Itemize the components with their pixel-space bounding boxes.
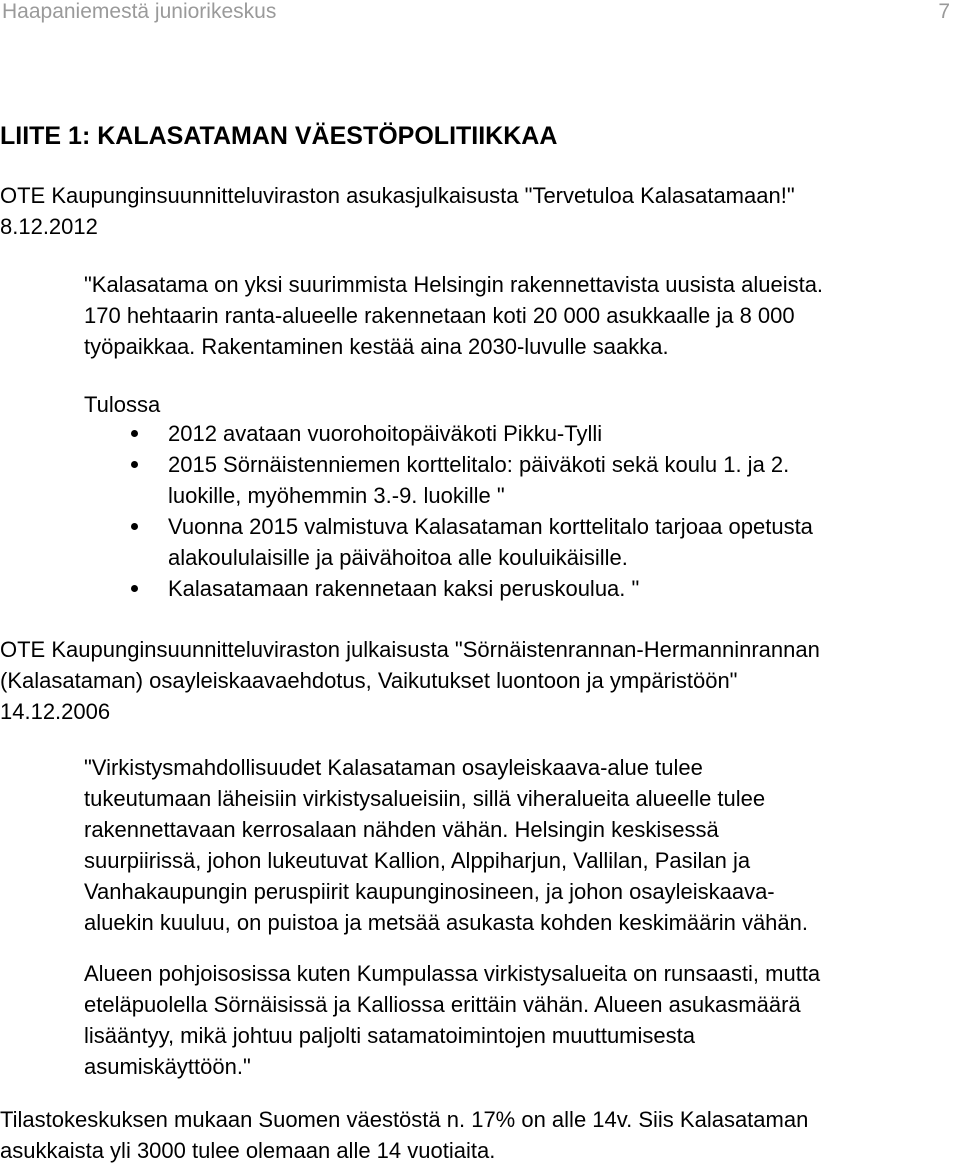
text-line: rakennettavaan kerrosalaan nähden vähän. Helsingin keskisessä [84, 817, 719, 842]
appendix-heading: LIITE 1: KALASATAMAN VÄESTÖPOLITIIKKAA [0, 122, 558, 150]
source-paragraph-1 [0, 180, 795, 242]
list-item [0, 511, 813, 573]
text-line: asumiskäyttöön." [84, 1054, 251, 1079]
conclusion-paragraph [0, 1104, 808, 1166]
header-title: Haapaniemestä juniorikeskus [2, 0, 277, 23]
text-line: 14.12.2006 [0, 699, 111, 724]
text-line: OTE Kaupunginsuunnitteluviraston julkaisusta "Sörnäistenrannan-Hermanninrannan [0, 637, 820, 662]
text-line: 2012 avataan vuorohoitopäiväkoti Pikku-Tylli [168, 421, 603, 446]
tulossa-label: Tulossa [84, 392, 161, 417]
text-line: suurpiirissä, johon lukeutuvat Kallion, Alppiharjun, Vallilan, Pasilan ja [84, 848, 751, 873]
text-line: asukkaista yli 3000 tulee olemaan alle 14 vuotiaita. [0, 1138, 496, 1163]
text-line: "Virkistysmahdollisuudet Kalasataman osayleiskaava-alue tulee [84, 755, 703, 780]
text-line: 2015 Sörnäistenniemen korttelitalo: päiväkoti sekä koulu 1. ja 2. [168, 452, 790, 477]
text-line: lisääntyy, mikä johtuu paljolti satamatoimintojen muuttumisesta [84, 1023, 695, 1048]
text-line: aluekin kuuluu, on puistoa ja metsää asukasta kohden keskimäärin vähän. [84, 910, 809, 935]
quote-paragraph-3 [84, 958, 820, 1082]
text-line: Tilastokeskuksen mukaan Suomen väestöstä n. 17% on alle 14v. Siis Kalasataman [0, 1107, 809, 1132]
bullet-list [0, 418, 813, 604]
text-line: työpaikkaa. Rakentaminen kestää aina 2030-luvulle saakka. [84, 334, 669, 359]
list-item [0, 573, 813, 604]
text-line: alakoululaisille ja päivähoitoa alle kouluikäisille. [168, 545, 628, 570]
text-line: (Kalasataman) osayleiskaavaehdotus, Vaikutukset luontoon ja ympäristöön" [0, 668, 738, 693]
text-line: eteläpuolella Sörnäisissä ja Kalliossa erittäin vähän. Alueen asukasmäärä [84, 992, 801, 1017]
bullet-icon [131, 430, 138, 437]
page-header [0, 0, 960, 24]
bullet-icon [131, 523, 138, 530]
text-line: Vuonna 2015 valmistuva Kalasataman korttelitalo tarjoaa opetusta [168, 514, 813, 539]
bullet-icon [131, 585, 138, 592]
text-line: 8.12.2012 [0, 214, 98, 239]
text-line: Vanhakaupungin peruspiirit kaupunginosineen, ja johon osayleiskaava- [84, 879, 775, 904]
text-line: luokille, myöhemmin 3.-9. luokille " [168, 483, 505, 508]
quote-paragraph-2 [84, 752, 808, 938]
text-line: Kalasatamaan rakennetaan kaksi peruskoulua. " [168, 576, 640, 601]
list-item [0, 418, 813, 449]
text-line: "Kalasatama on yksi suurimmista Helsingin rakennettavista uusista alueista. [84, 272, 824, 297]
text-line: OTE Kaupunginsuunnitteluviraston asukasjulkaisusta "Tervetuloa Kalasatamaan!" [0, 183, 795, 208]
text-line: Alueen pohjoisosissa kuten Kumpulassa virkistysalueita on runsaasti, mutta [84, 961, 821, 986]
text-line: 170 hehtaarin ranta-alueelle rakennetaan koti 20 000 asukkaalle ja 8 000 [84, 303, 795, 328]
list-item [0, 449, 813, 511]
quote-paragraph-1 [84, 269, 823, 362]
text-line: tukeutumaan läheisiin virkistysalueisiin, sillä viheralueita alueelle tulee [84, 786, 766, 811]
page-number: 7 [938, 0, 950, 23]
source-paragraph-2 [0, 634, 820, 727]
bullet-icon [131, 461, 138, 468]
